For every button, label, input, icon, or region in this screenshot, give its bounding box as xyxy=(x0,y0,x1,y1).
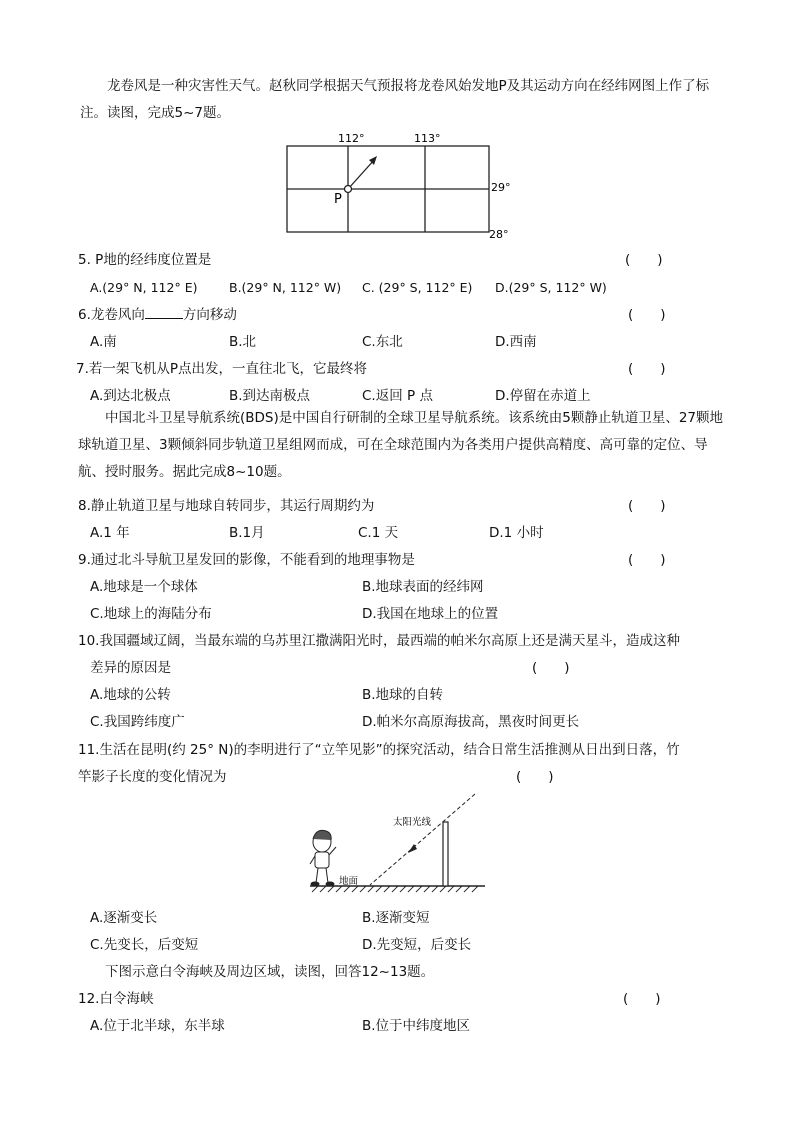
q8-option-c: C.1 天 xyxy=(358,525,399,541)
q10-option-c: C.我国跨纬度广 xyxy=(90,714,185,730)
q12-answer-paren: ( ) xyxy=(623,991,661,1007)
lon-113-label: 113° xyxy=(414,132,441,145)
intro-tornado: 龙卷风是一种灾害性天气。赵秋同学根据天气预报将龙卷风始发地P及其运动方向在经纬网图上作了标注。读图，完成5~7题。 xyxy=(80,78,710,121)
q8-option-a: A.1 年 xyxy=(90,525,130,541)
q9-answer-paren: ( ) xyxy=(628,552,666,568)
q10-option-d: D.帕米尔高原海拔高，黑夜时间更长 xyxy=(362,714,580,730)
q11-stem-line1: 11.生活在昆明(约 25° N)的李明进行了“立竿见影”的探究活动，结合日常生活推测从日出到日落，竹 xyxy=(78,742,680,758)
q7-answer-paren: ( ) xyxy=(628,361,666,377)
q7-option-d: D.停留在赤道上 xyxy=(495,388,591,404)
q6-option-c: C.东北 xyxy=(362,334,403,350)
q11-option-c: C.先变长，后变短 xyxy=(90,937,199,953)
q6-stem-pre: 6.龙卷风向 xyxy=(78,307,145,323)
q11-answer-paren: ( ) xyxy=(516,769,554,785)
q7-option-c: C.返回 P 点 xyxy=(362,388,433,404)
intro-bering: 下图示意白令海峡及周边区域，读图，回答12~13题。 xyxy=(105,964,435,980)
bamboo-pole xyxy=(443,822,448,886)
q6-blank xyxy=(145,306,183,319)
q11-stem-line2: 竿影子长度的变化情况为 xyxy=(78,769,227,785)
q6-option-d: D.西南 xyxy=(495,334,537,350)
ground-label: 地面 xyxy=(339,876,359,887)
q11-option-b: B.逐渐变短 xyxy=(362,910,430,926)
q9-option-b: B.地球表面的经纬网 xyxy=(362,579,484,595)
q11-option-a: A.逐渐变长 xyxy=(90,910,158,926)
child-figure xyxy=(310,830,336,886)
q5-option-a: A.(29° N, 112° E) xyxy=(90,280,198,295)
q5-option-c: C. (29° S, 112° E) xyxy=(362,280,473,295)
q9-stem: 9.通过北斗导航卫星发回的影像，不能看到的地理事物是 xyxy=(78,552,415,568)
sun-ray-line xyxy=(370,794,475,885)
q8-answer-paren: ( ) xyxy=(628,498,666,514)
lon-112-label: 112° xyxy=(338,132,365,145)
q5-stem: 5. P地的经纬度位置是 xyxy=(78,252,212,268)
q8-option-b: B.1月 xyxy=(229,525,265,541)
lat-28-label: 28° xyxy=(489,228,509,240)
q7-option-b: B.到达南极点 xyxy=(229,388,311,404)
q6-stem xyxy=(78,306,237,324)
q6-option-b: B.北 xyxy=(229,334,257,350)
q5-option-b: B.(29° N, 112° W) xyxy=(229,280,342,295)
q12-option-a: A.位于北半球，东半球 xyxy=(90,1018,225,1034)
q10-option-b: B.地球的自转 xyxy=(362,687,444,703)
intro-beidou: 中国北斗卫星导航系统(BDS)是中国自行研制的全球卫星导航系统。该系统由5颗静止轨道卫星、27颗地球轨道卫星、3颗倾斜同步轨道卫星组网而成，可在全球范围内为各类用户提供高精度、高可靠的定位、导航、授时服务。据此完成8~10题。 xyxy=(78,410,724,480)
movement-arrow xyxy=(348,159,375,189)
point-p-label: P xyxy=(334,192,342,207)
q6-option-a: A.南 xyxy=(90,334,117,350)
q10-stem-line2: 差异的原因是 xyxy=(90,660,171,676)
q12-stem: 12.白令海峡 xyxy=(78,991,154,1007)
q5-option-d: D.(29° S, 112° W) xyxy=(495,280,607,295)
q7-option-a: A.到达北极点 xyxy=(90,388,171,404)
q10-answer-paren: ( ) xyxy=(532,660,570,676)
q5-answer-paren: ( ) xyxy=(625,252,663,268)
pole-shadow-figure xyxy=(300,792,500,902)
q6-stem-post: 方向移动 xyxy=(182,307,237,323)
q12-option-b: B.位于中纬度地区 xyxy=(362,1018,471,1034)
q9-option-c: C.地球上的海陆分布 xyxy=(90,606,212,622)
q7-stem: 7.若一架飞机从P点出发，一直往北飞，它最终将 xyxy=(76,361,368,377)
q8-option-d: D.1 小时 xyxy=(489,525,544,541)
q9-option-a: A.地球是一个球体 xyxy=(90,579,198,595)
lat-29-label: 29° xyxy=(491,181,511,194)
q6-answer-paren: ( ) xyxy=(628,307,666,323)
q11-option-d: D.先变短，后变长 xyxy=(362,937,472,953)
sun-ray-label: 太阳光线 xyxy=(393,817,432,828)
q9-option-d: D.我国在地球上的位置 xyxy=(362,606,499,622)
lat-lon-grid-figure xyxy=(280,128,520,240)
q10-option-a: A.地球的公转 xyxy=(90,687,171,703)
point-p xyxy=(345,186,352,193)
q8-stem: 8.静止轨道卫星与地球自转同步，其运行周期约为 xyxy=(78,498,375,514)
q10-stem-line1: 10.我国疆域辽阔，当最东端的乌苏里江撒满阳光时，最西端的帕米尔高原上还是满天星斗，造成这种 xyxy=(78,633,680,649)
